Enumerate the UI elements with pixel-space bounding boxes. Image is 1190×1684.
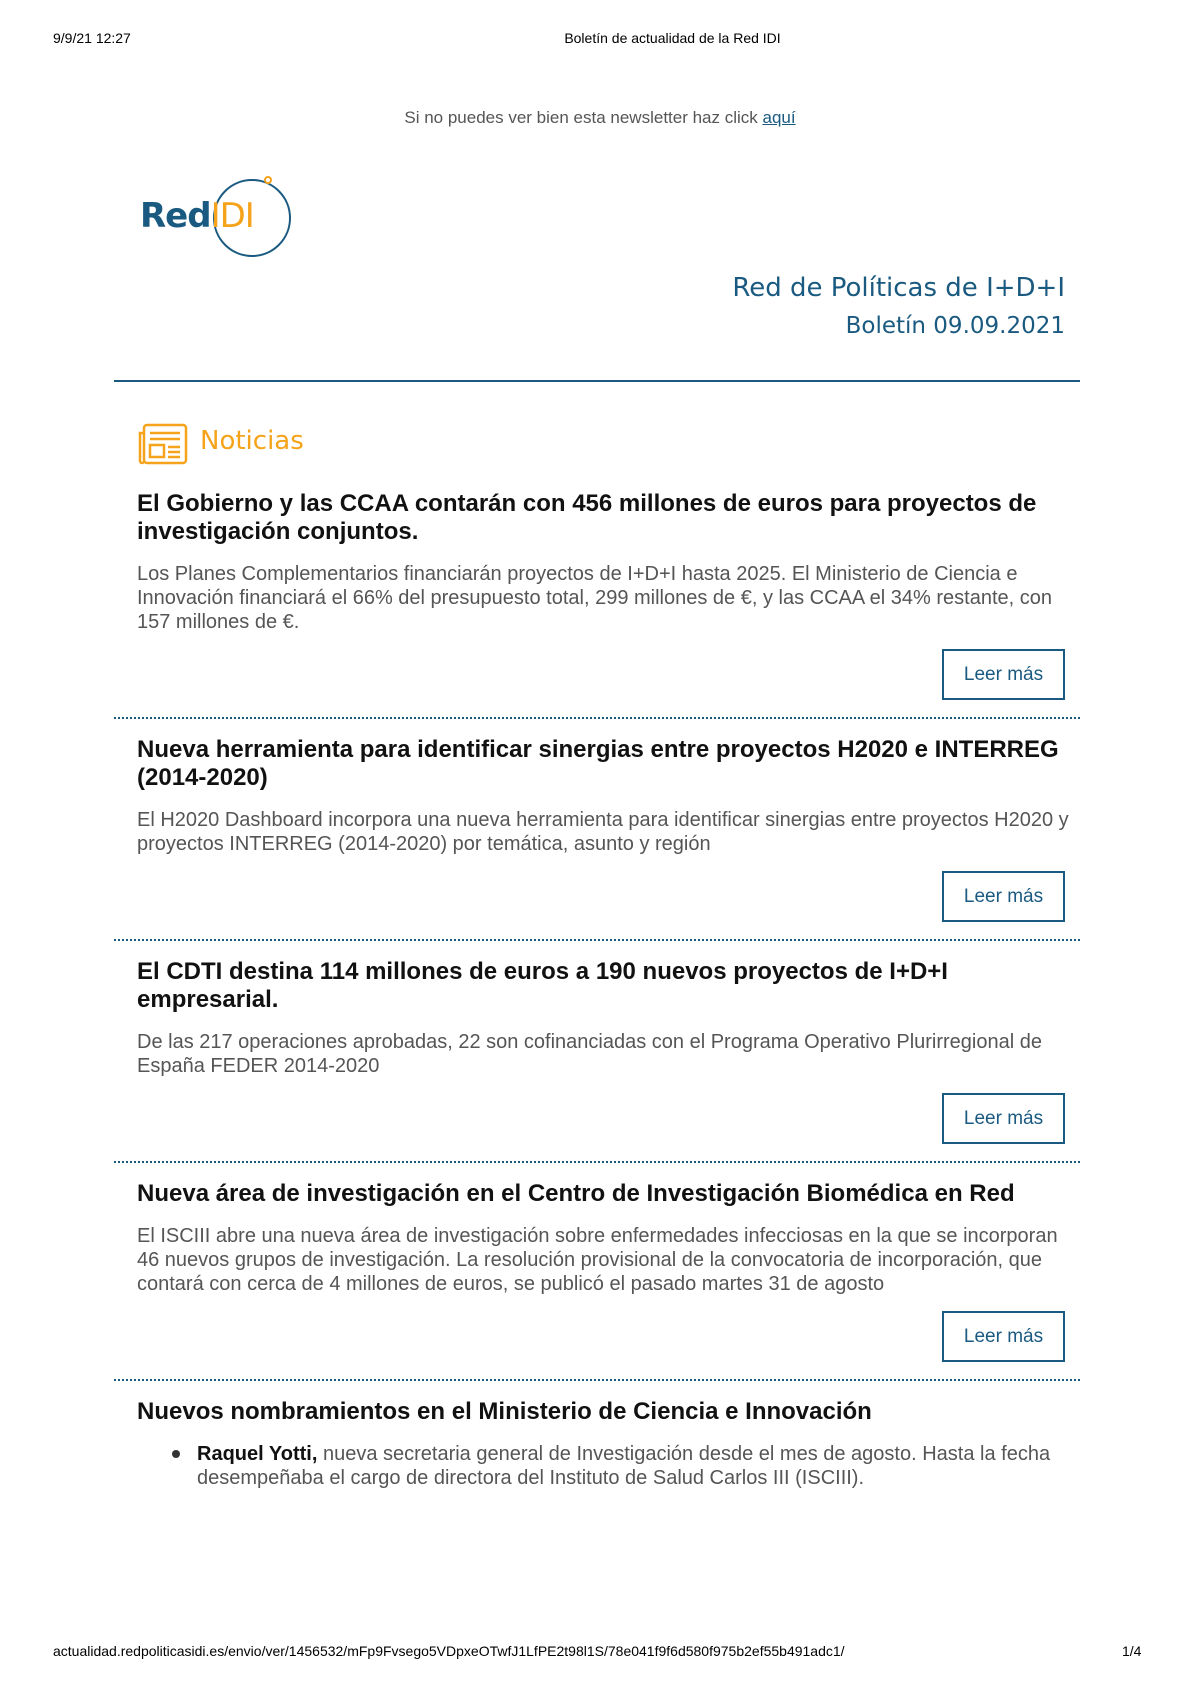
article-title[interactable]: Nuevos nombramientos en el Ministerio de Ciencia e Innovación (137, 1398, 872, 1425)
article-title[interactable]: Nueva herramienta para identificar sinergias entre proyectos H2020 e INTERREG (2014-2020) (137, 736, 1059, 791)
news-article (137, 736, 1077, 941)
read-more-button[interactable]: Leer más (942, 1311, 1065, 1362)
newsletter-title: Red de Políticas de I+D+I (732, 273, 1065, 303)
article-divider (114, 1379, 1080, 1381)
view-online-text: Si no puedes ver bien esta newsletter haz click (404, 108, 763, 127)
article-title[interactable]: El CDTI destina 114 millones de euros a 190 nuevos proyectos de I+D+I empresarial. (137, 958, 948, 1013)
appointment-list (137, 1442, 1077, 1490)
logo-text: RedIDI (140, 196, 254, 236)
appointment-item: Raquel Yotti, nueva secretaria general de Investigación desde el mes de agosto. Hasta la fecha desempeñaba el cargo de directora del Instituto de Salud Carlos III (ISCIII). (197, 1443, 1051, 1489)
article-summary: El H2020 Dashboard incorpora una nueva herramienta para identificar sinergias entre proyectos H2020 y proyectos INTERREG (2014-2020) por temática, asunto y región (137, 809, 1069, 855)
print-datetime: 9/9/21 12:27 (53, 30, 131, 46)
print-url: actualidad.redpoliticasidi.es/envio/ver/1456532/mFp9Fvsego5VDpxeOTwfJ1LfPE2t98l1S/78e041f9f6d580f975b2ef55b491adc1/ (53, 1643, 845, 1659)
article-divider (114, 939, 1080, 941)
article-title[interactable]: Nueva área de investigación en el Centro de Investigación Biomédica en Red (137, 1180, 1015, 1207)
news-list (137, 490, 1077, 1490)
news-article (137, 1180, 1077, 1381)
article-summary: El ISCIII abre una nueva área de investigación sobre enfermedades infecciosas en la que se incorporan 46 nuevos grupos de investigación. La resolución provisional de la convocatoria de incorporación, que contará con cerca de 4 millones de euros, se publicó el pasado martes 31 de agosto (137, 1225, 1058, 1295)
read-more-button[interactable]: Leer más (942, 649, 1065, 700)
news-article (137, 958, 1077, 1163)
logo-dot (264, 176, 272, 184)
bullet-icon (172, 1450, 180, 1458)
view-online-note (0, 108, 1190, 128)
article-divider (114, 1161, 1080, 1163)
news-article (137, 490, 1077, 719)
article-summary: De las 217 operaciones aprobadas, 22 son cofinanciadas con el Programa Operativo Plurirregional de España FEDER 2014-2020 (137, 1031, 1042, 1077)
article-summary: Los Planes Complementarios financiarán proyectos de I+D+I hasta 2025. El Ministerio de Ciencia e Innovación financiará el 66% del presupuesto total, 299 millones de €, y las CCAA el 34% restante, con 157 millones de €. (137, 563, 1052, 633)
newspaper-icon (138, 423, 188, 465)
newsletter-date: Boletín 09.09.2021 (845, 313, 1065, 339)
article-divider (114, 717, 1080, 719)
read-more-button[interactable]: Leer más (942, 1093, 1065, 1144)
redidi-logo[interactable] (140, 176, 300, 260)
read-more-button[interactable]: Leer más (942, 871, 1065, 922)
page-number: 1/4 (1122, 1643, 1142, 1659)
view-online-link[interactable]: aquí (762, 108, 796, 127)
news-article (137, 1398, 1077, 1490)
header-divider (114, 380, 1080, 382)
article-title[interactable]: El Gobierno y las CCAA contarán con 456 millones de euros para proyectos de investigación conjuntos. (137, 490, 1037, 545)
print-title: Boletín de actualidad de la Red IDI (564, 30, 781, 46)
section-title: Noticias (200, 426, 304, 456)
